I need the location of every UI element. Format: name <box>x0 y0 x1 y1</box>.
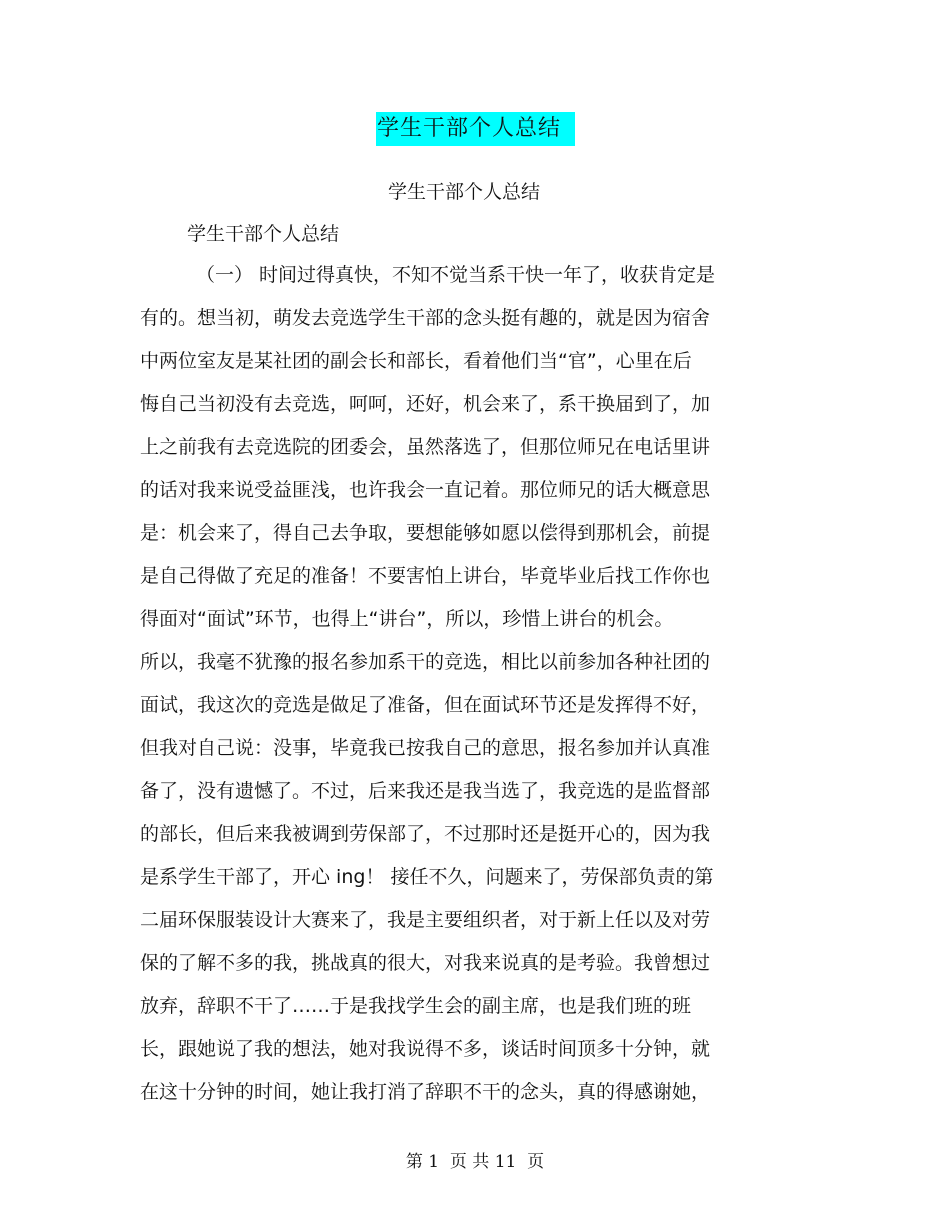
paragraph-line: 悔自己当初没有去竞选，呵呵，还好，机会来了，系干换届到了，加 <box>140 393 711 415</box>
paragraph-line: 的话对我来说受益匪浅，也许我会一直记着。那位师兄的话大概意思 <box>140 479 711 501</box>
paragraph-line: 放弃，辞职不干了……于是我找学生会的副主席，也是我们班的班 <box>140 995 692 1017</box>
paragraph-line: 有的。想当初，萌发去竞选学生干部的念头挺有趣的，就是因为宿舍 <box>140 307 711 329</box>
paragraph-line: 是自己得做了充足的准备！不要害怕上讲台，毕竟毕业后找工作你也 <box>140 565 711 587</box>
paragraph-line: 备了，没有遗憾了。不过，后来我还是我当选了，我竞选的是监督部 <box>140 780 711 802</box>
paragraph-line: 的部长，但后来我被调到劳保部了，不过那时还是挺开心的，因为我 <box>140 823 711 845</box>
paragraph-line: 在这十分钟的时间，她让我打消了辞职不干的念头，真的得感谢她， <box>140 1081 711 1103</box>
paragraph-line: 所以，我毫不犹豫的报名参加系干的竞选，相比以前参加各种社团的 <box>140 651 711 673</box>
paragraph-line: 中两位室友是某社团的副会长和部长，看着他们当“官”，心里在后 <box>140 350 692 372</box>
paragraph-line: 保的了解不多的我，挑战真的很大，对我来说真的是考验。我曾想过 <box>140 952 711 974</box>
paragraph-line: 是：机会来了，得自己去争取，要想能够如愿以偿得到那机会，前提 <box>140 522 711 544</box>
paragraph-line: 但我对自己说：没事，毕竟我已按我自己的意思，报名参加并认真准 <box>140 737 711 759</box>
document-subtitle: 学生干部个人总结 <box>388 181 541 203</box>
paragraph-line: 面试，我这次的竞选是做足了准备，但在面试环节还是发挥得不好， <box>140 694 711 716</box>
page-footer: 第 1 页 共 11 页 <box>405 1152 545 1172</box>
paragraph-line: （一） 时间过得真快，不知不觉当系干快一年了，收获肯定是 <box>196 264 716 286</box>
paragraph-line: 上之前我有去竞选院的团委会，虽然落选了，但那位师兄在电话里讲 <box>140 436 711 458</box>
paragraph-line: 长，跟她说了我的想法，她对我说得不多，谈话时间顶多十分钟，就 <box>140 1038 711 1060</box>
lead-heading: 学生干部个人总结 <box>187 223 340 245</box>
document-title: 学生干部个人总结 <box>376 112 575 146</box>
paragraph-line: 是系学生干部了，开心 ing！ 接任不久，问题来了，劳保部负责的第 <box>140 866 714 888</box>
paragraph-line: 得面对“面试”环节，也得上“讲台”，所以，珍惜上讲台的机会。 <box>140 608 674 630</box>
paragraph-line: 二届环保服装设计大赛来了，我是主要组织者，对于新上任以及对劳 <box>140 909 711 931</box>
